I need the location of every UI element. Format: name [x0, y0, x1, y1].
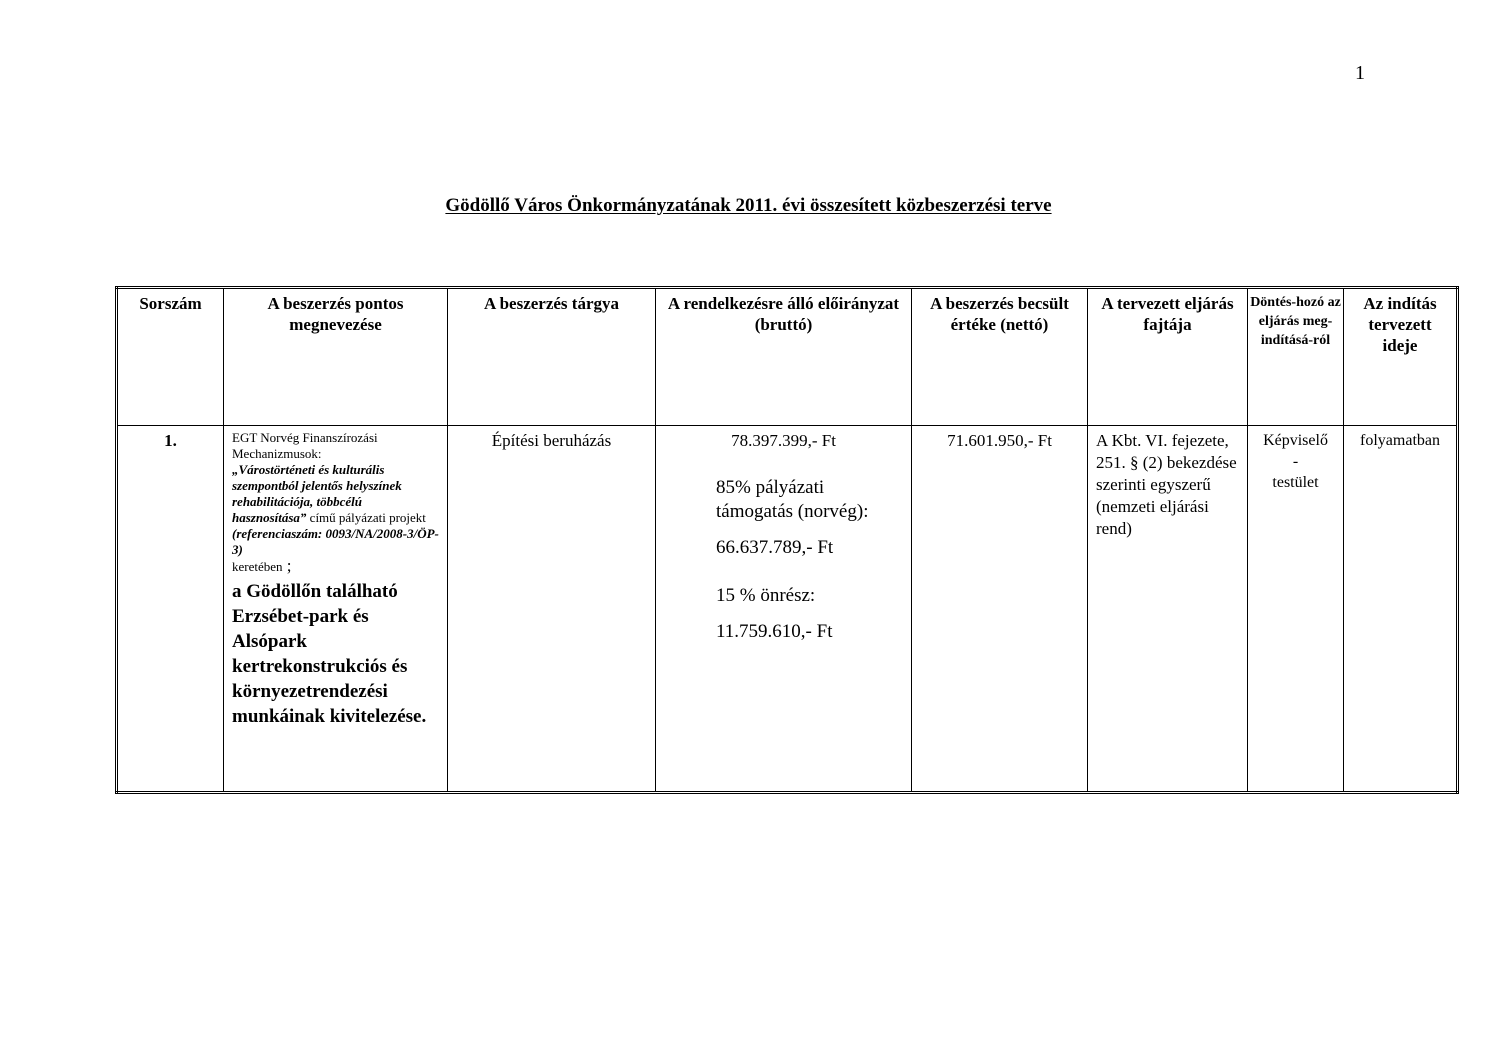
procurement-plan-table [115, 286, 1459, 794]
row-number: 1. [117, 426, 224, 793]
decider-line2: - [1292, 453, 1299, 470]
header-procedure: A tervezett eljárás fajtája [1088, 288, 1248, 426]
decider-line1: Képviselő [1263, 432, 1328, 449]
header-budget: A rendelkezésre álló előirányzat (bruttó) [656, 288, 912, 426]
budget-grant-label: 85% pályázati támogatás (norvég): [716, 477, 869, 522]
budget-own-value: 11.759.610,- Ft [716, 621, 833, 642]
budget-grant-value: 66.637.789,- Ft [716, 537, 834, 558]
header-start: Az indítás tervezett ideje [1344, 288, 1458, 426]
row-name-cell [224, 426, 448, 793]
name-main: a Gödöllőn található Erzsébet-park és Alsópark kertrekonstrukciós és környezetrendezési munkáinak kivitelezése. [232, 581, 427, 727]
row-estimated-value: 71.601.950,- Ft [912, 426, 1088, 793]
table-header-row [117, 288, 1458, 426]
row-procedure: A Kbt. VI. fejezete, 251. § (2) bekezdése szerinti egyszerű (nemzeti eljárási rend) [1088, 426, 1248, 793]
name-reference: (referenciaszám: 0093/NA/2008-3/ÖP-3) [232, 526, 439, 557]
row-subject: Építési beruházás [448, 426, 656, 793]
name-project-suffix: című pályázati projekt [306, 510, 426, 525]
row-start: folyamatban [1344, 426, 1458, 793]
name-frame: keretében [232, 559, 283, 574]
row-name-details [232, 430, 439, 575]
page-number: 1 [1355, 62, 1365, 84]
decider-line3: testület [1272, 474, 1319, 491]
budget-own-label: 15 % önrész: [716, 585, 816, 606]
document-title: Gödöllő Város Önkormányzatának 2011. évi összesített közbeszerzési terve [445, 195, 1052, 216]
budget-total: 78.397.399,- Ft [731, 431, 836, 450]
header-subject: A beszerzés tárgya [448, 288, 656, 426]
header-decider: Döntés-hozó az eljárás meg-indításá-ról [1248, 288, 1344, 426]
row-budget-cell [656, 426, 912, 793]
header-number: Sorszám [117, 288, 224, 426]
header-name: A beszerzés pontos megnevezése [224, 288, 448, 426]
header-estimated-value: A beszerzés becsült értéke (nettó) [912, 288, 1088, 426]
row-decider [1248, 426, 1344, 793]
name-frame-suffix: ; [282, 556, 292, 575]
name-intro: EGT Norvég Finanszírozási Mechanizmusok: [232, 430, 378, 461]
name-project-title: „Várostörténeti és kulturális szempontból jelentős helyszínek rehabilitációja, többcélú hasznosítása” [232, 462, 402, 525]
table-row [117, 426, 1458, 793]
